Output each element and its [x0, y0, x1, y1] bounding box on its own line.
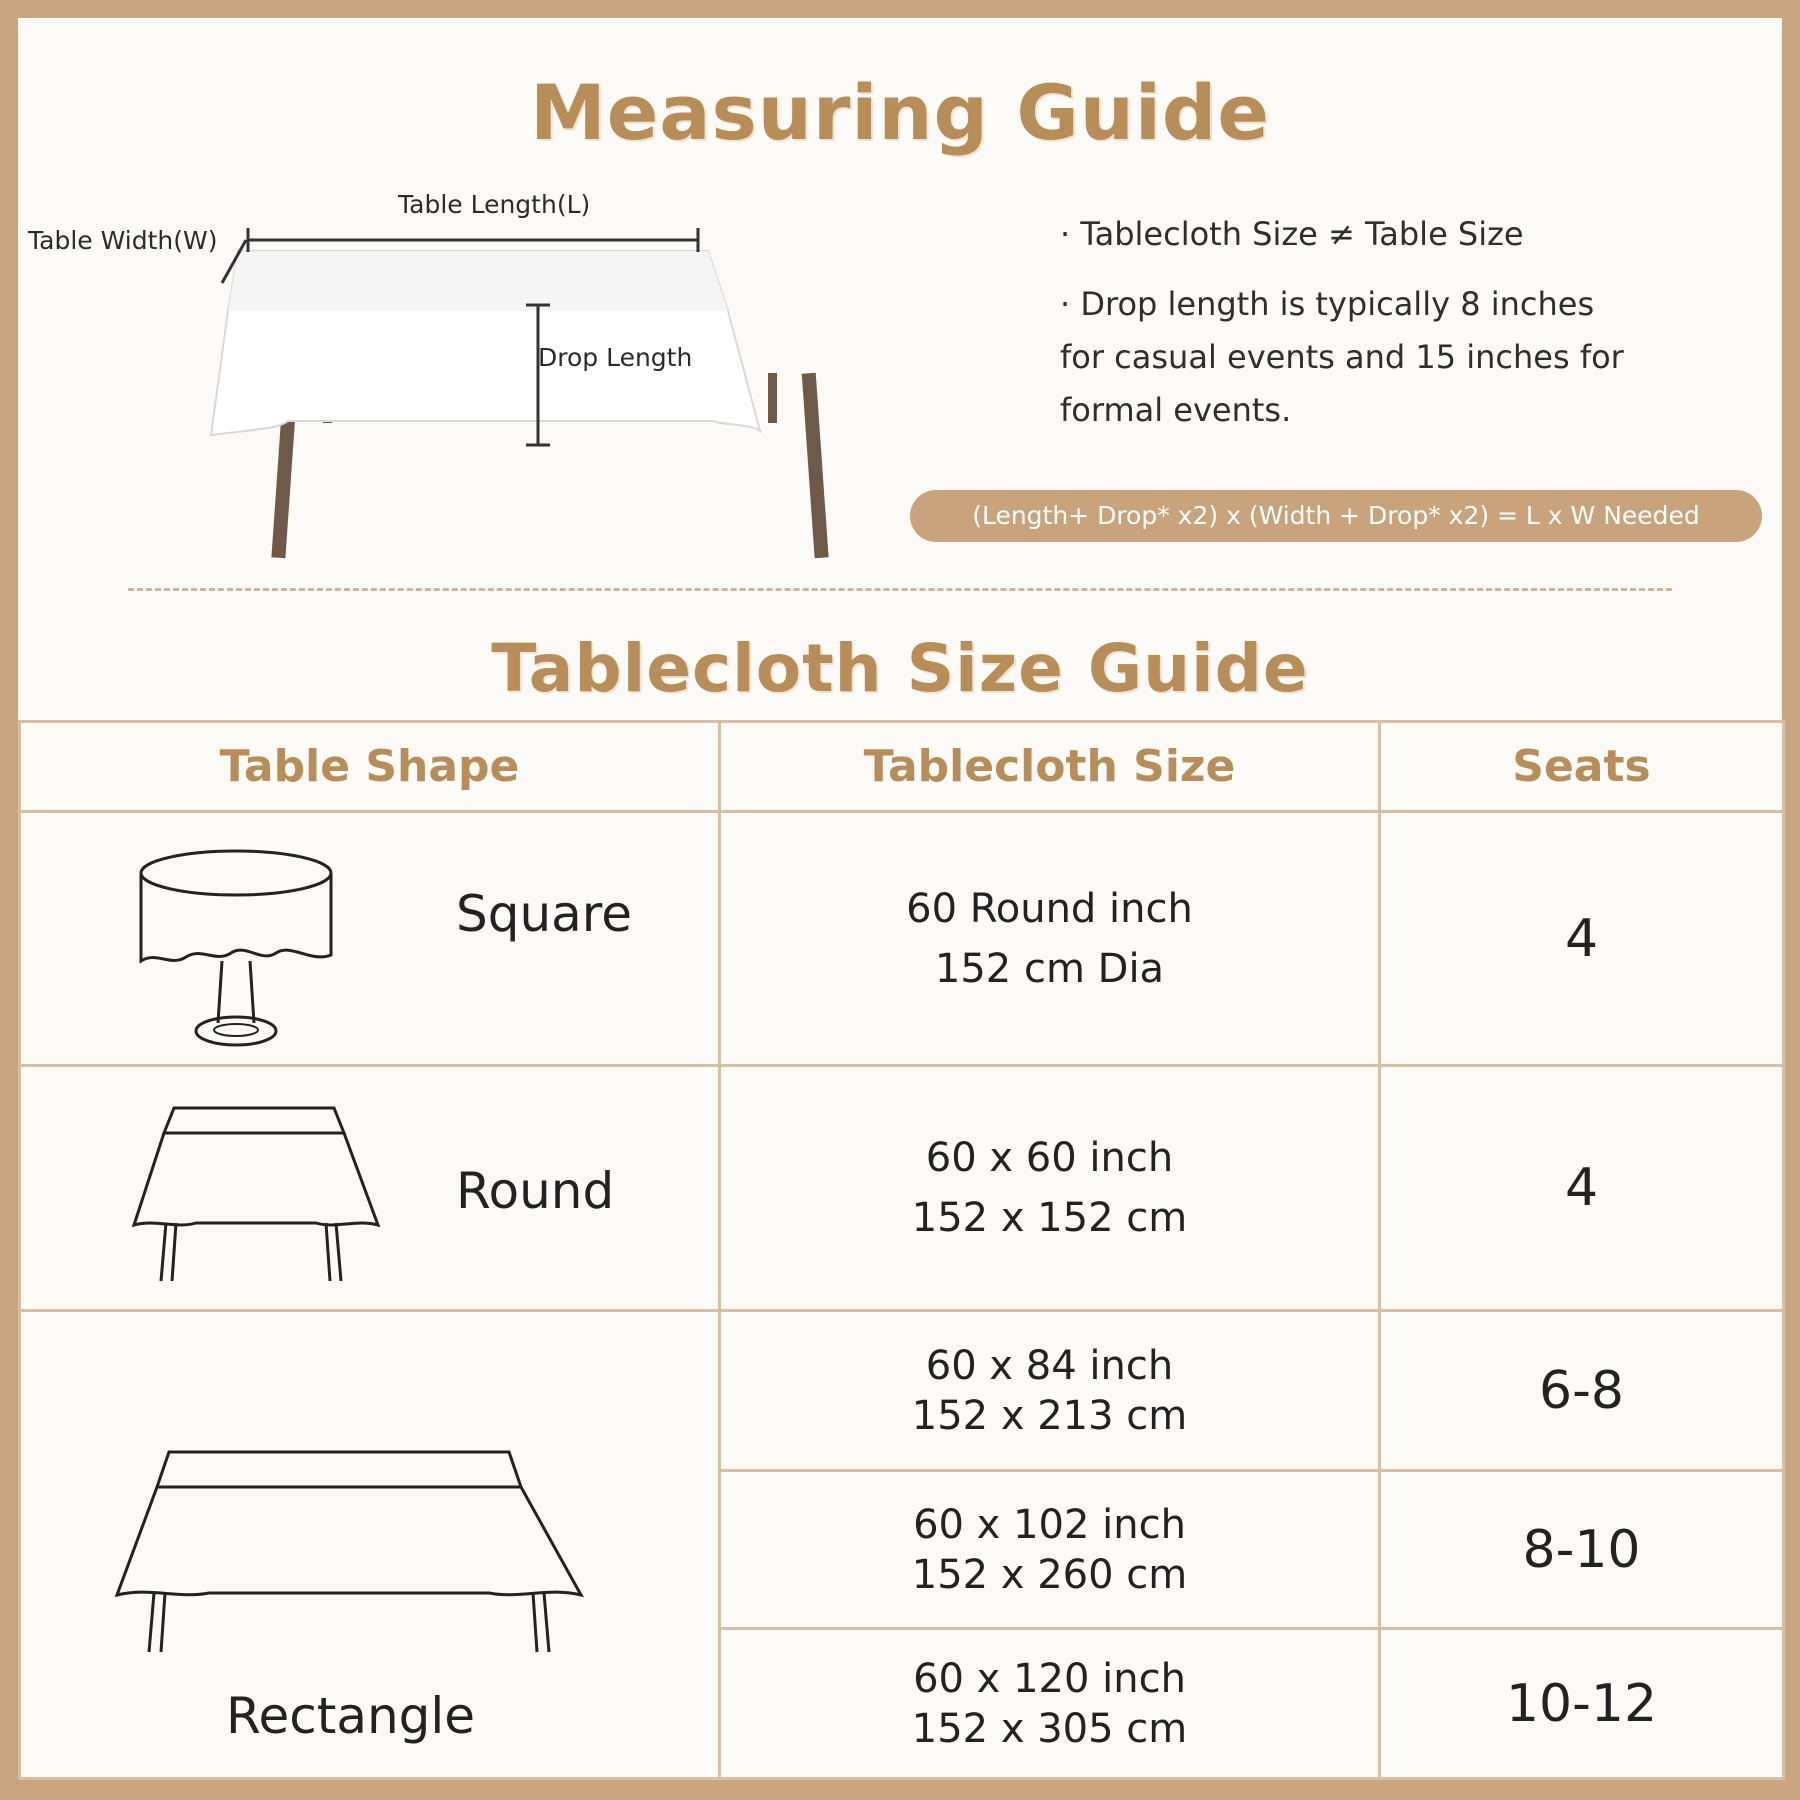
size-cm: 152 x 260 cm	[911, 1551, 1188, 1598]
rectangle-table-icon	[109, 1447, 589, 1657]
bullet-tablecloth-size: · Tablecloth Size ≠ Table Size	[1060, 215, 1524, 253]
square-table-icon	[126, 1103, 386, 1283]
bullet-drop-length-3: formal events.	[1060, 391, 1292, 429]
table-header-row	[20, 722, 1784, 812]
size-guide-title: Tablecloth Size Guide	[491, 630, 1309, 707]
size-cell	[720, 1066, 1380, 1311]
header-table-shape: Table Shape	[20, 722, 720, 812]
shape-label: Square	[456, 885, 633, 943]
size-guide-table	[18, 720, 1785, 1780]
round-table-icon	[126, 843, 346, 1053]
header-seats: Seats	[1380, 722, 1784, 812]
seats-cell: 6-8	[1380, 1311, 1784, 1471]
size-inch: 60 Round inch	[906, 885, 1193, 932]
seats-cell: 10-12	[1380, 1629, 1784, 1779]
size-cell	[720, 1629, 1380, 1779]
seats-cell: 4	[1380, 812, 1784, 1066]
header-tablecloth-size: Tablecloth Size	[720, 722, 1380, 812]
table-row	[20, 1311, 1784, 1471]
seats-cell: 4	[1380, 1066, 1784, 1311]
table-diagram-icon	[208, 223, 908, 573]
shape-cell	[20, 812, 720, 1066]
table-width-label: Table Width(W)	[28, 226, 218, 255]
formula-pill: (Length+ Drop* x2) x (Width + Drop* x2) = L x W Needed	[910, 490, 1762, 542]
table-row	[20, 1066, 1784, 1311]
size-inch: 60 x 60 inch	[925, 1135, 1174, 1181]
measuring-guide-title: Measuring Guide	[530, 68, 1270, 157]
size-cm: 152 x 213 cm	[911, 1392, 1188, 1439]
bullet-drop-length-2: for casual events and 15 inches for	[1060, 338, 1624, 376]
shape-cell	[20, 1311, 720, 1779]
size-inch: 60 x 102 inch	[913, 1501, 1186, 1548]
shape-cell	[20, 1066, 720, 1311]
size-inch: 60 x 120 inch	[913, 1655, 1186, 1702]
guide-frame	[18, 18, 1782, 1780]
size-cell	[720, 1471, 1380, 1629]
drop-length-label: Drop Length	[538, 343, 693, 372]
size-cm: 152 cm Dia	[934, 945, 1165, 992]
size-cell	[720, 812, 1380, 1066]
bullet-drop-length-1: · Drop length is typically 8 inches	[1060, 285, 1595, 323]
size-cm: 152 x 305 cm	[911, 1705, 1188, 1752]
size-cm: 152 x 152 cm	[911, 1195, 1188, 1241]
table-length-label: Table Length(L)	[398, 190, 591, 219]
seats-cell: 8-10	[1380, 1471, 1784, 1629]
size-inch: 60 x 84 inch	[925, 1342, 1174, 1389]
size-cell	[720, 1311, 1380, 1471]
shape-label: Round	[456, 1162, 615, 1220]
table-row	[20, 812, 1784, 1066]
section-divider	[128, 588, 1672, 591]
shape-label: Rectangle	[226, 1687, 476, 1745]
